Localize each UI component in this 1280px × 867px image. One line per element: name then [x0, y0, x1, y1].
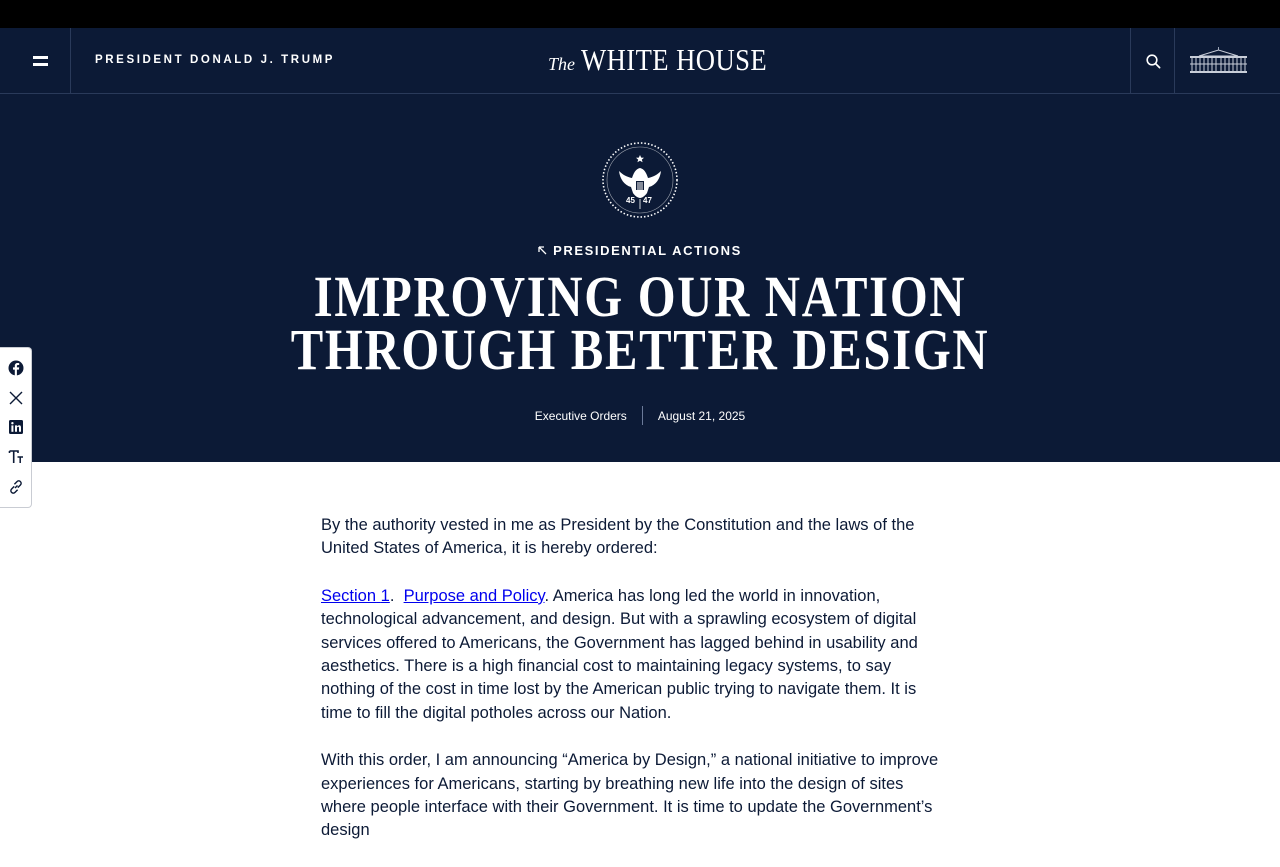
search-icon	[1146, 54, 1161, 69]
page-title	[102, 264, 1177, 382]
section-heading-link[interactable]: Purpose and Policy	[403, 586, 545, 605]
president-link[interactable]: PRESIDENT DONALD J. TRUMP	[95, 54, 336, 66]
facebook-icon[interactable]	[8, 360, 24, 376]
white-house-wordmark[interactable]	[548, 42, 797, 78]
wordmark-the: The	[548, 54, 575, 74]
meta-date: August 21, 2025	[657, 408, 746, 423]
link-icon[interactable]	[8, 479, 24, 495]
seal-number-left: 45	[626, 196, 635, 205]
title-line-1: IMPROVING OUR NATION	[313, 264, 967, 329]
linkedin-icon[interactable]	[8, 419, 24, 435]
meta-category-link[interactable]: Executive Orders	[534, 408, 627, 423]
hero-banner	[0, 94, 1280, 462]
top-strip	[0, 0, 1280, 28]
menu-button[interactable]	[0, 28, 71, 94]
menu-icon	[33, 56, 48, 59]
section-separator: .	[389, 586, 404, 605]
section-1-paragraph	[321, 585, 941, 725]
category-row	[0, 242, 1280, 260]
section-label-link[interactable]	[321, 587, 390, 605]
section-number: 1	[380, 586, 390, 605]
article-intro: By the authority vested in me as President by the Constitution and the laws of the United States of America, it is hereby ordered:	[321, 516, 915, 558]
text-size-icon[interactable]	[8, 449, 24, 465]
category-label: PRESIDENTIAL ACTIONS	[553, 243, 742, 258]
title-line-2: THROUGH BETTER DESIGN	[290, 317, 990, 382]
presidential-seal-icon	[601, 141, 679, 219]
article-meta	[0, 406, 1280, 425]
article-body	[321, 514, 941, 867]
x-icon[interactable]	[8, 390, 24, 406]
category-link[interactable]	[538, 243, 742, 258]
seal-number-right: 47	[643, 196, 652, 205]
article-paragraph-3: With this order, I am announcing “America by Design,” a national initiative to improve experiences for Americans, starting by breathing new life into the design of sites where people interface with their Government. It is time to update the Government’s design	[321, 751, 939, 840]
section-label: Section	[321, 586, 377, 605]
menu-icon-bar	[33, 63, 48, 66]
section-1-text: . America has long led the world in innovation, technological advancement, and design. But with a sprawling ecosystem of digital services offered to Americans, the Government has lagged behind in usability and aesthetics. There is a high financial cost to maintaining legacy systems, to say nothing of the cost in time lost by the American public trying to navigate them. It is time to fill the digital potholes across our Nation.	[321, 586, 918, 722]
search-button[interactable]	[1130, 28, 1175, 94]
share-bar	[0, 347, 32, 508]
white-house-building-icon[interactable]	[1189, 47, 1248, 74]
wordmark-main: WHITE HOUSE	[581, 42, 768, 77]
site-header	[0, 28, 1280, 94]
arrow-up-left-icon	[538, 246, 547, 255]
